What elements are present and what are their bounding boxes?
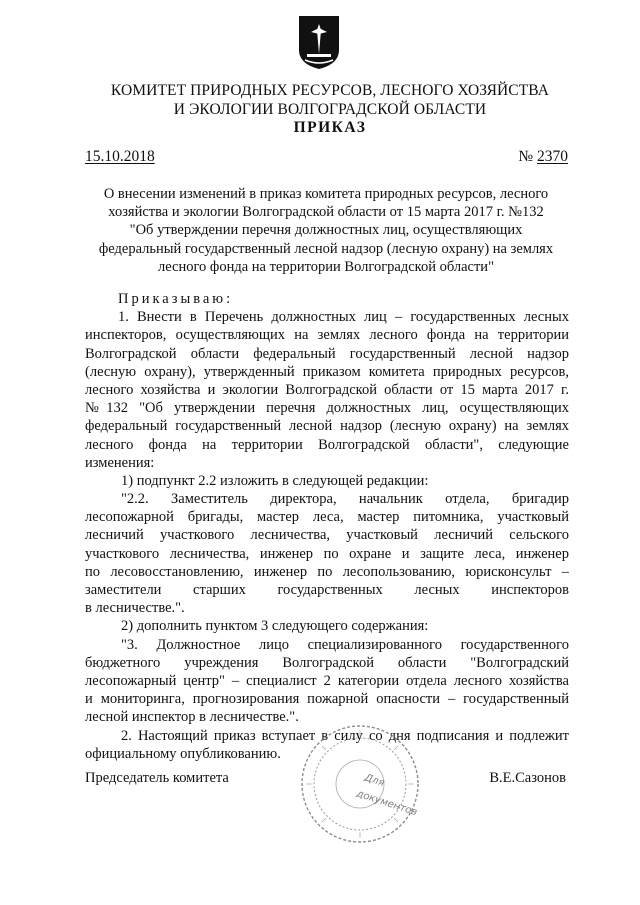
subpoint1-title: 1) подпункт 2.2 изложить в следующей редакции: bbox=[121, 472, 429, 489]
signatory-position: Председатель комитета bbox=[85, 770, 229, 786]
p2-line: 2. Настоящий приказ вступает в силу со дня подписания и подлежит bbox=[121, 727, 569, 744]
coat-of-arms-emblem bbox=[297, 14, 341, 70]
subpoint2-line: лесной инспектор в лесничестве.". bbox=[85, 709, 299, 726]
p1-line: изменения: bbox=[85, 454, 155, 471]
p1-line: федеральный государственный лесной надзор (лесную охрану) на землях bbox=[85, 418, 569, 435]
org-name-line1: КОМИТЕТ ПРИРОДНЫХ РЕСУРСОВ, ЛЕСНОГО ХОЗЯЙСТВА bbox=[110, 82, 550, 99]
subpoint1-line: "2.2. Заместитель директора, начальник отдела, бригадир bbox=[121, 491, 569, 508]
p1-line: (лесную охрану), утвержденный приказом комитета природных ресурсов, bbox=[85, 363, 569, 380]
subject-line: хозяйства и экологии Волгоградской области от 15 марта 2017 г. №132 bbox=[108, 204, 544, 221]
document-date: 15.10.2018 bbox=[85, 148, 155, 165]
signatory-name: В.Е.Сазонов bbox=[489, 770, 566, 786]
document-number bbox=[518, 148, 568, 166]
document-subject bbox=[85, 185, 567, 276]
subpoint2-line: "3. Должностное лицо специализированного государственного bbox=[121, 636, 569, 653]
subpoint1-line: лесопожарной бригады, мастер леса, мастер питомника, участковый bbox=[85, 509, 569, 526]
subpoint1-line: в лесничестве.". bbox=[85, 600, 185, 617]
number-value: 2370 bbox=[537, 148, 568, 165]
official-seal-stamp bbox=[298, 722, 422, 846]
p1-line: лесного фонда на территории Волгоградской области", следующие bbox=[85, 436, 569, 453]
subject-line: "Об утверждении перечня должностных лиц, осуществляющих bbox=[129, 222, 523, 239]
p1-line: №132 "Об утверждении перечня должностных лиц, осуществляющих bbox=[85, 400, 569, 417]
p1-line: инспекторов, осуществляющих на землях лесного фонда на территории bbox=[85, 327, 569, 344]
subject-line: лесного фонда на территории Волгоградской области" bbox=[157, 258, 494, 275]
subpoint2-title: 2) дополнить пунктом 3 следующего содержания: bbox=[121, 618, 429, 635]
p1-line: лесного хозяйства и экологии Волгоградской области от 15 марта 2017 г. bbox=[85, 381, 569, 398]
subpoint1-line: заместители старших государственных лесных инспекторов bbox=[85, 582, 569, 598]
subject-line: федеральный государственный лесной надзор (лесную охрану) на землях bbox=[98, 240, 554, 257]
document-type: ПРИКАЗ bbox=[293, 119, 367, 136]
order-word: Приказываю: bbox=[118, 291, 234, 307]
stamp-text-line1: Для bbox=[363, 772, 386, 790]
p1-line: 1. Внести в Перечень должностных лиц – государственных лесных bbox=[118, 309, 569, 326]
subpoint2-line: и мониторинга, прогнозирования пожарной опасности – государственный bbox=[85, 691, 569, 708]
subpoint1-line: участкового лесничества, инженер по охране и защите леса, инженер bbox=[85, 545, 569, 562]
number-prefix: № bbox=[518, 148, 537, 165]
subpoint1-line: лесничий участкового лесничества, участковый лесничий сельского bbox=[85, 527, 569, 544]
stamp-text-line2: документов bbox=[355, 788, 419, 819]
org-name-line2: И ЭКОЛОГИИ ВОЛГОГРАДСКОЙ ОБЛАСТИ bbox=[173, 101, 487, 118]
document-body bbox=[85, 290, 569, 763]
subpoint2-line: лесопожарный центр" – специалист 2 категории отдела лесного хозяйства bbox=[85, 672, 569, 689]
subpoint1-line: по лесовосстановлению, инженер по лесопользованию, юрисконсульт – bbox=[85, 563, 569, 580]
p1-line: Волгоградской области федеральный государственный лесной надзор bbox=[85, 345, 569, 362]
p2-line: официальному опубликованию. bbox=[85, 745, 281, 762]
subpoint2-line: бюджетного учреждения Волгоградской области "Волгоградский bbox=[85, 654, 569, 671]
subject-line: О внесении изменений в приказ комитета природных ресурсов, лесного bbox=[103, 186, 549, 202]
